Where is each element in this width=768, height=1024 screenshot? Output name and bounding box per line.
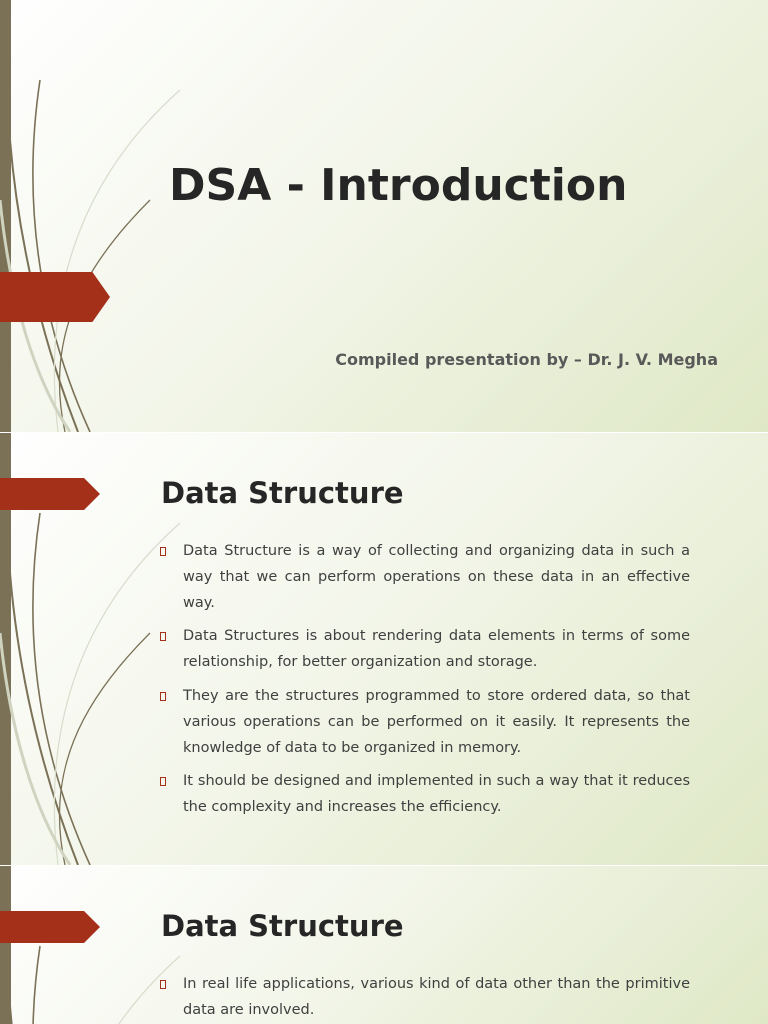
bullet-text: It should be designed and implemented in such a way that it reduces the complexity and increases the efficiency. xyxy=(183,773,690,816)
bullet-icon xyxy=(160,777,166,786)
bullet-item xyxy=(160,684,690,761)
bullet-text: Data Structure is a way of collecting and organizing data in such a way that we can perform operations on these data in an effective way. xyxy=(183,543,690,611)
bullet-item xyxy=(160,769,690,821)
bullet-list xyxy=(160,972,690,1024)
bullet-icon xyxy=(160,980,166,989)
bullet-icon xyxy=(160,547,166,556)
accent-arrow-tab xyxy=(0,478,100,510)
accent-arrow-tab xyxy=(0,911,100,943)
slide-data-structure-2 xyxy=(0,866,768,1024)
bullet-icon xyxy=(160,692,166,701)
bullet-text: Data Structures is about rendering data elements in terms of some relationship, for better organization and storage. xyxy=(183,628,690,671)
slide-title-text: DSA - Introduction xyxy=(169,160,628,211)
slide-subtitle: Compiled presentation by – Dr. J. V. Megha xyxy=(335,350,718,369)
bullet-list xyxy=(160,539,690,829)
bullet-item xyxy=(160,972,690,1024)
decorative-curves xyxy=(0,0,200,432)
slide-heading: Data Structure xyxy=(161,476,404,510)
bullet-text: In real life applications, various kind of data other than the primitive data are involved. xyxy=(183,976,690,1018)
bullet-text: They are the structures programmed to store ordered data, so that various operations can be performed on it easily. It represents the knowledge of data to be organized in memory. xyxy=(183,687,690,756)
accent-arrow-tab xyxy=(0,272,110,322)
slide-title xyxy=(0,0,768,432)
slide-data-structure-1 xyxy=(0,433,768,865)
bullet-item xyxy=(160,539,690,616)
bullet-icon xyxy=(160,632,166,641)
bullet-item xyxy=(160,624,690,676)
slide-heading: Data Structure xyxy=(161,909,404,943)
